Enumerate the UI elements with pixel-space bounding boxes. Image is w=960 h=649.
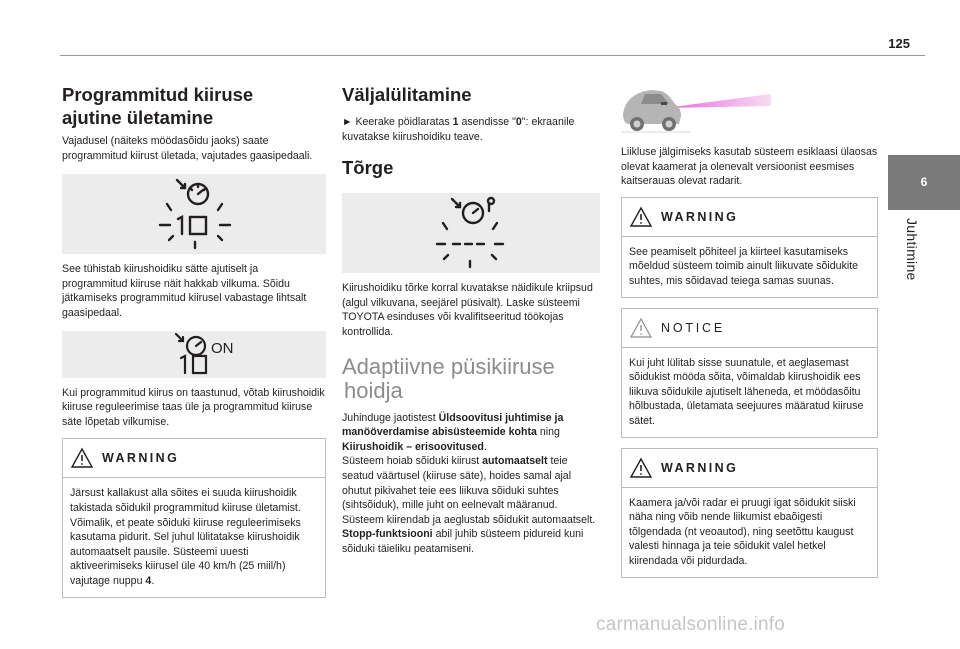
acc-stop-b: abil juhib süsteem pidureid kuni sõiduki täieliku peatamiseni. xyxy=(342,528,584,555)
notice-title: NOTICE xyxy=(661,320,726,335)
acc-title-line-2: hoidja xyxy=(344,377,403,403)
position-zero: 0 xyxy=(515,116,522,128)
display-flashing-setting-illustration xyxy=(62,174,326,254)
fault-description: Kiirushoidiku tõrke korral kuvatakse näidikule kriipsud (algul vilkuvana, seejärel püsivalt). Laske süsteemi TOYOTA esinduses või kvalifitseeritud töökojas kontrollida. xyxy=(342,282,593,338)
notice-box-overtaking xyxy=(621,308,878,438)
warning-text-2-body: Võimalik, et peate sõiduki kiiruse reguleerimiseks kasutama pidurit. Sel juhul lülitatakse kiirushoidik automaatselt pausile. Süsteemi uuesti aktiveerimiseks kiirusel üle 40 km/h (25 miil/h) vajutage nuppu xyxy=(70,516,301,587)
warning-triangle-icon xyxy=(70,447,94,469)
acc-func-c: teie seatud väärtusel (kiiruse säte), hoides samal ajal ohutut pikivahet teie ees liikuva sõiduki suhtes (sihtsõiduk), mille juht on eelnevalt määranud. Süsteem kiirendab ja aeglustab sõidukit automaatselt. xyxy=(342,455,596,526)
watermark-text[interactable]: carmanualsonline.info xyxy=(596,614,786,635)
warning-text-2 xyxy=(70,516,318,589)
acc-stop-paragraph xyxy=(342,527,600,556)
warning-title: WARNING xyxy=(661,209,739,224)
notice-header xyxy=(629,309,870,347)
warning-box-camera-radar xyxy=(621,448,878,578)
acc-stop-a: Stopp-funktsiooni xyxy=(342,528,433,541)
section-title-fault: Tõrge xyxy=(342,157,394,179)
notice-text: Kui juht lülitab sisse suunatule, et aeglasemast sõidukist mööda sõita, võimaldab kiirushoidik ees liikuva sõidukile ajutiselt läheneda, et möödasõitu hõlbustada, ületamata seejuures määratud kiiruse sätet. xyxy=(629,356,864,427)
switch-off-text-b: asendisse " xyxy=(458,116,516,128)
thumbwheel-number: 1 xyxy=(452,116,459,128)
acc-ref-b: Üldsoovitusi juhtimise ja manööverdamise abisüsteemide kohta xyxy=(342,411,564,439)
notice-triangle-icon xyxy=(629,317,653,339)
section-title-switch-off: Väljalülitamine xyxy=(342,84,472,105)
arrow-bullet-icon: ► xyxy=(342,116,353,128)
section-title-adaptive-cruise xyxy=(342,355,600,403)
switch-off-text-a: Keerake pöidlaratas xyxy=(352,116,453,128)
acc-ref-c: ning xyxy=(536,426,560,439)
warning-divider xyxy=(63,477,325,478)
speedometer-restored-icon xyxy=(62,331,326,378)
display-on-text: ON xyxy=(211,339,234,357)
override-intro: Vajadusel (näiteks möödasõidu jaoks) saate programmitud kiirust ületada, vajutades gaasipedaali. xyxy=(62,135,313,162)
warning-header xyxy=(70,439,318,477)
warning-header xyxy=(629,198,870,236)
override-flashing-description: See tühistab kiirushoidiku sätte ajutiselt ja programmitud kiiruse näit hakkab vilkuma. Sõidu jätkamiseks programmitud kiirusel vabastage lihtsalt gaasipedaal. xyxy=(62,263,307,319)
section-title-override xyxy=(62,83,326,129)
acc-title-line-1: Adaptiivne püsikiiruse xyxy=(342,353,555,379)
warning-title: WARNING xyxy=(661,460,739,475)
warning-box-downhill xyxy=(62,438,326,597)
speedometer-fault-icon xyxy=(342,193,600,273)
warning-text: Kaamera ja/või radar ei pruugi igat sõidukit siiski näha ning võib nende liikumist ebaõigesti tõlgendada (nt veoautod), ning seetõttu kaugust valesti hinnaga ja teie sõidukit valel hetkel kiirendada või pidurdada. xyxy=(629,496,856,567)
acc-ref-d: Kiirushoidik – erisoovitused xyxy=(342,440,484,453)
title-line-2: ajutine ületamine xyxy=(62,107,214,128)
acc-ref-e: . xyxy=(483,440,487,453)
switch-off-text-c: ": ekraanile kuvatakse kiirushoidiku teave. xyxy=(342,116,575,143)
warning-text: See peamiselt põhiteel ja kiirteel kasutamiseks mõeldud süsteem toimib ainult liikuvate sõidukite suhtes, mis sõidavad teiega samas suunas. xyxy=(629,245,859,287)
column-middle xyxy=(342,80,600,557)
acc-function-paragraph xyxy=(342,454,600,527)
warning-text-1: Järsust kallakust alla sõites ei suuda kiirushoidik takistada sõidukil programmitud kiiruse ületamist. xyxy=(70,487,301,514)
warning-title: WARNING xyxy=(102,451,180,466)
chapter-tab[interactable]: 6 xyxy=(888,155,960,210)
acc-ref-a: Juhinduge jaotistest xyxy=(342,411,439,424)
acc-reference-paragraph xyxy=(342,411,600,455)
warning-text-2-end: . xyxy=(151,574,155,587)
button-number: 4 xyxy=(145,574,152,587)
display-fault-illustration xyxy=(342,193,600,273)
camera-radar-intro: Liikluse jälgimiseks kasutab süsteem esiklaasi ülaosas olevat kaamerat ja olenevalt versioonist eesmises kaitserauas olevat radarit. xyxy=(621,146,878,188)
column-left xyxy=(62,80,326,598)
display-restored-setting-illustration xyxy=(62,331,326,378)
notice-divider xyxy=(622,347,877,348)
chapter-label: Juhtimine xyxy=(904,218,920,281)
override-restored-description: Kui programmitud kiirus on taastunud, võtab kiirushoidik kiiruse reguleerimise taas üle ja programmitud kiiruse säte lõpetab vilkumise. xyxy=(62,386,325,428)
acc-func-a: Süsteem hoiab sõiduki kiirust xyxy=(342,455,483,468)
acc-func-b: automaatselt xyxy=(482,455,548,468)
column-right xyxy=(621,80,878,578)
header-divider xyxy=(60,55,925,56)
warning-divider xyxy=(622,487,877,488)
car-camera-radar-illustration xyxy=(621,80,878,138)
warning-divider xyxy=(622,236,877,237)
warning-header xyxy=(629,449,870,487)
page-number: 125 xyxy=(888,36,910,51)
title-line-1: Programmitud kiiruse xyxy=(62,84,254,105)
car-radar-icon xyxy=(621,80,771,138)
warning-triangle-icon xyxy=(629,206,653,228)
speedometer-flashing-icon xyxy=(62,174,326,254)
warning-box-main-roads xyxy=(621,197,878,298)
switch-off-instruction xyxy=(342,115,600,144)
warning-triangle-icon xyxy=(629,457,653,479)
